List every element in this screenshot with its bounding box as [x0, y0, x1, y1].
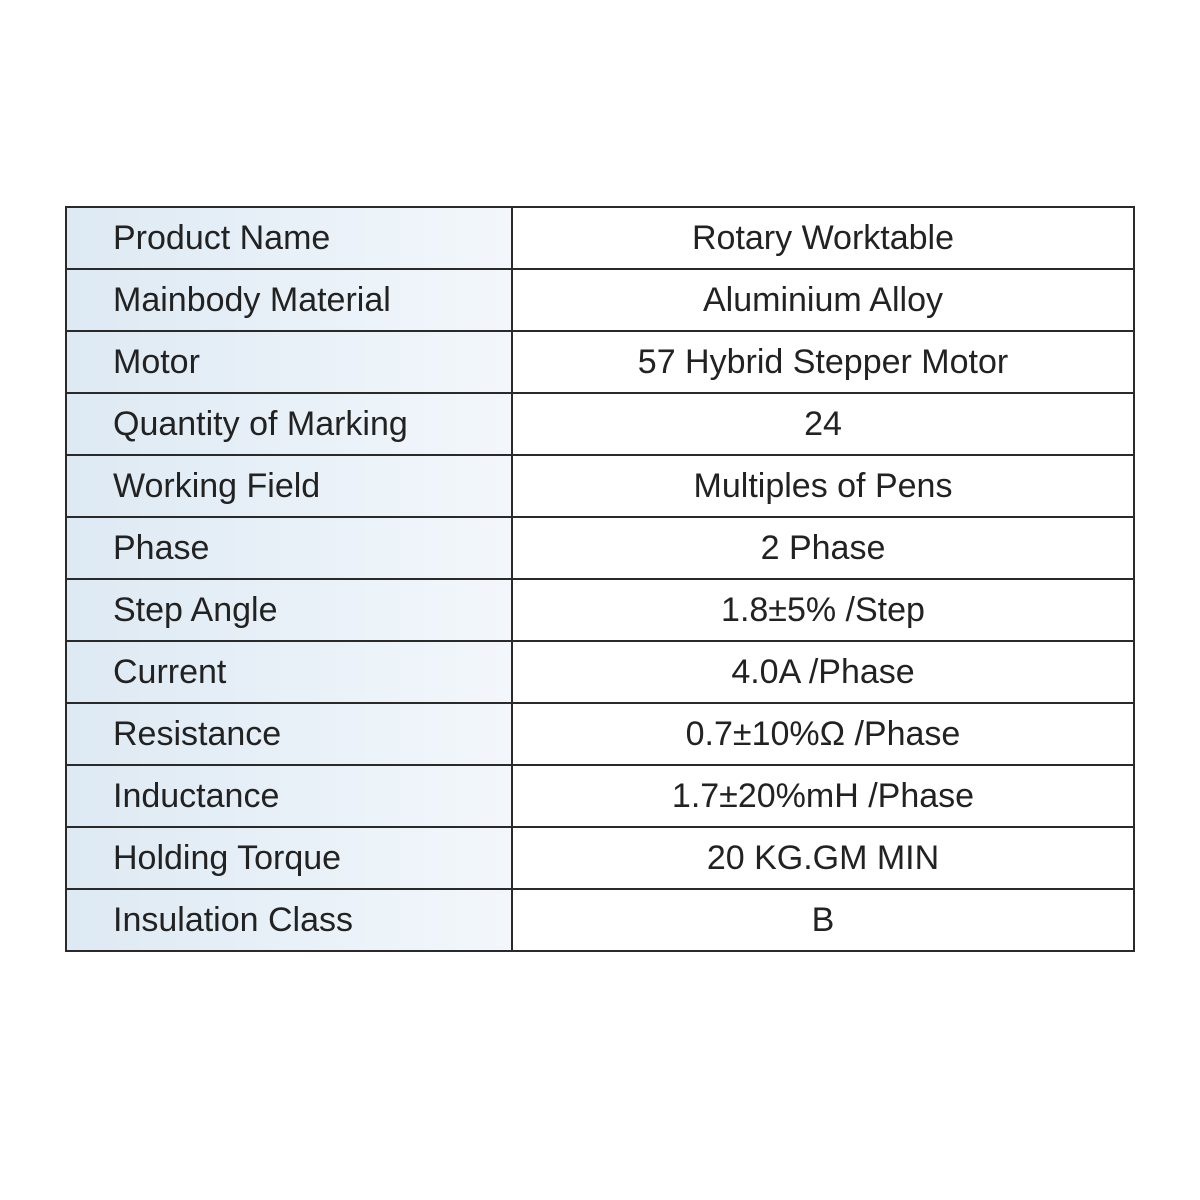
spec-label: Product Name: [66, 207, 512, 269]
table-row: [66, 455, 1134, 517]
spec-label: Motor: [66, 331, 512, 393]
table-row: [66, 827, 1134, 889]
spec-value: Aluminium Alloy: [512, 269, 1134, 331]
spec-label: Resistance: [66, 703, 512, 765]
spec-value: 57 Hybrid Stepper Motor: [512, 331, 1134, 393]
spec-value: 20 KG.GM MIN: [512, 827, 1134, 889]
spec-value: Rotary Worktable: [512, 207, 1134, 269]
spec-table: [65, 206, 1135, 952]
spec-value: 4.0A /Phase: [512, 641, 1134, 703]
table-row: [66, 269, 1134, 331]
table-row: [66, 889, 1134, 951]
spec-value: 1.8±5% /Step: [512, 579, 1134, 641]
spec-label: Current: [66, 641, 512, 703]
spec-label: Phase: [66, 517, 512, 579]
table-row: [66, 517, 1134, 579]
spec-value: B: [512, 889, 1134, 951]
spec-value: 0.7±10%Ω /Phase: [512, 703, 1134, 765]
spec-label: Holding Torque: [66, 827, 512, 889]
spec-value: 1.7±20%mH /Phase: [512, 765, 1134, 827]
table-row: [66, 393, 1134, 455]
table-row: [66, 765, 1134, 827]
spec-label: Working Field: [66, 455, 512, 517]
table-row: [66, 331, 1134, 393]
spec-value: Multiples of Pens: [512, 455, 1134, 517]
spec-label: Mainbody Material: [66, 269, 512, 331]
table-row: [66, 703, 1134, 765]
table-row: [66, 207, 1134, 269]
spec-label: Quantity of Marking: [66, 393, 512, 455]
spec-value: 2 Phase: [512, 517, 1134, 579]
spec-label: Inductance: [66, 765, 512, 827]
table-row: [66, 579, 1134, 641]
spec-value: 24: [512, 393, 1134, 455]
spec-label: Insulation Class: [66, 889, 512, 951]
spec-label: Step Angle: [66, 579, 512, 641]
table-row: [66, 641, 1134, 703]
